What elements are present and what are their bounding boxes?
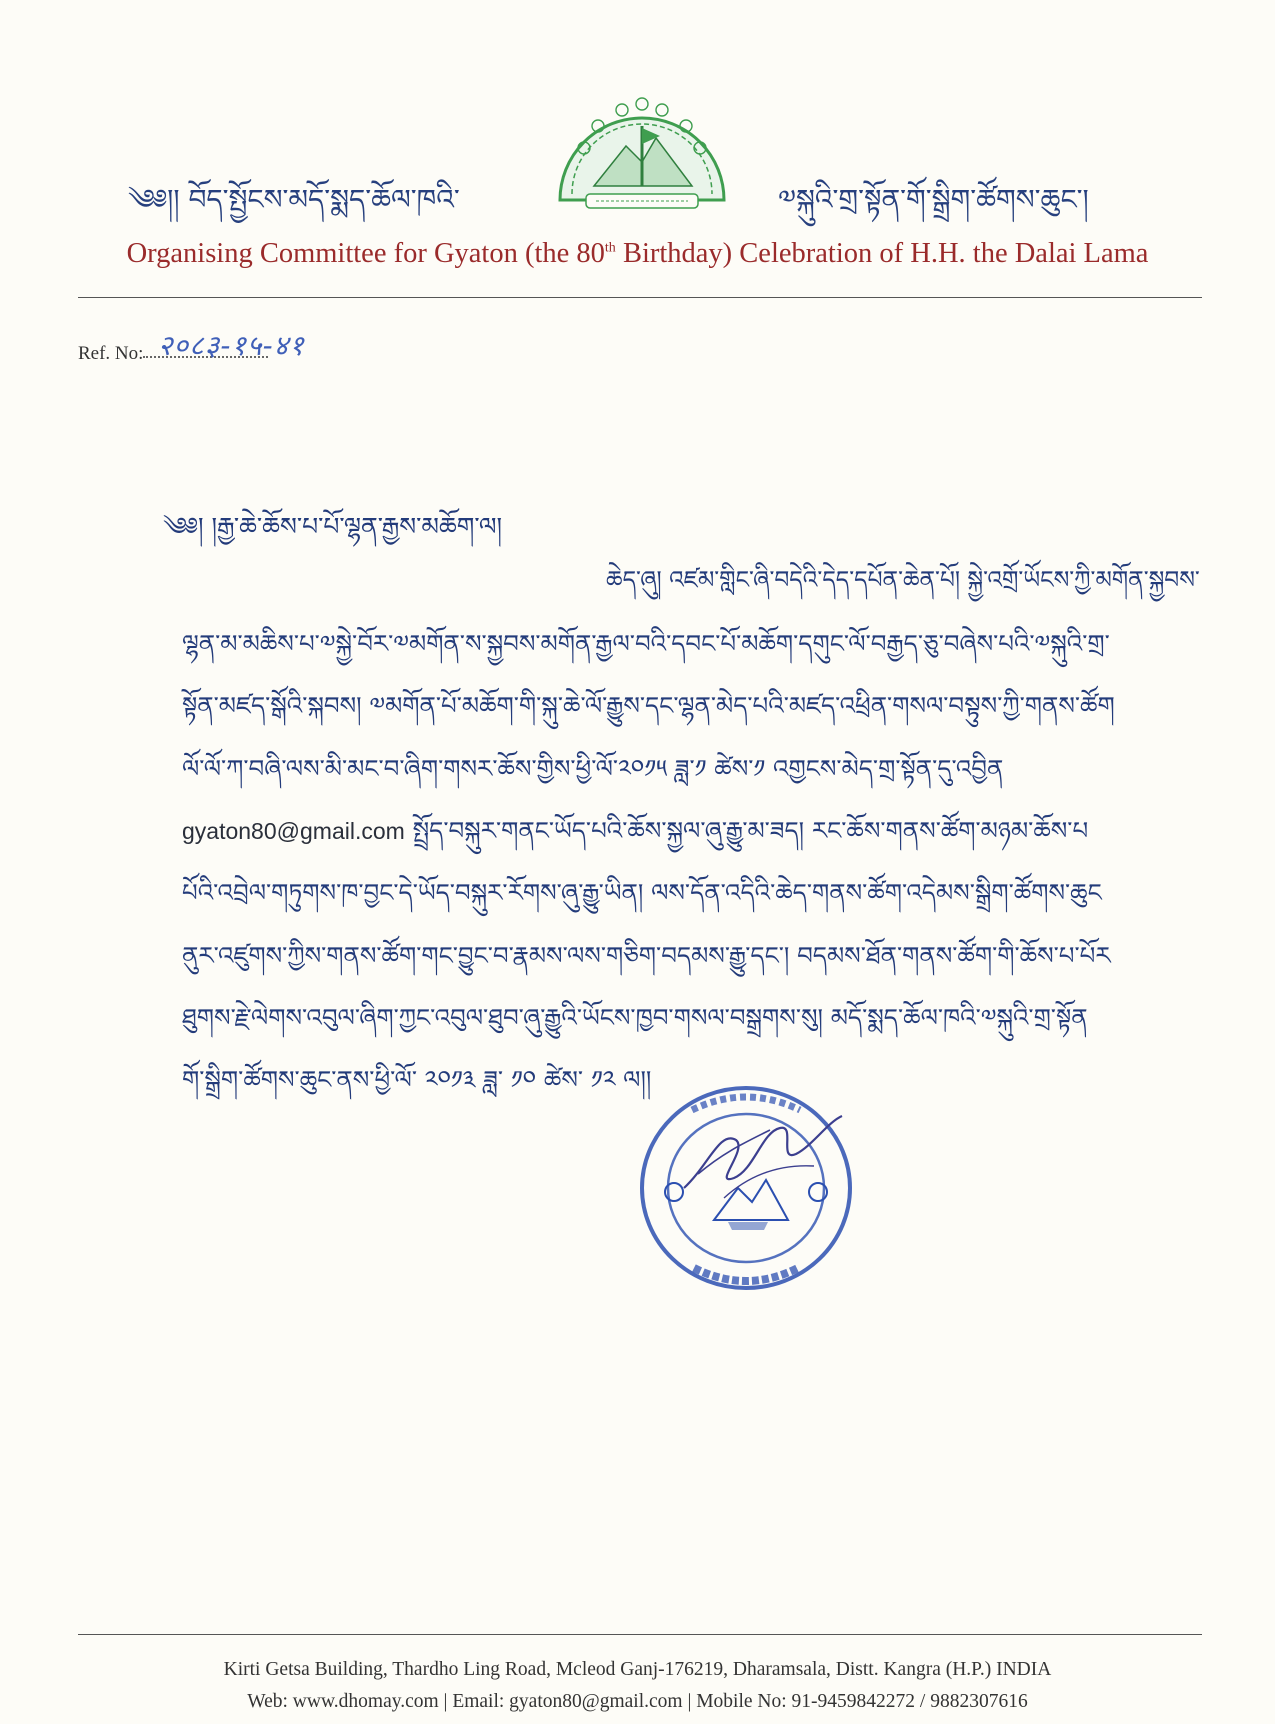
letter-line-8: ཐུགས་རྗེ་ལེགས་འབུལ་ཞིག་ཀྱང་འབུལ་ཐུབ་ཞུ་རྒྱུའི་ཡོངས་ཁྱབ་གསལ་བསྒྲགས་སུ། མདོ་སྨད་ཆོལ་ཁའི་༧སྐུའི་གྲ་སྟོན <box>182 1003 1088 1032</box>
committee-title-pre: Organising Committee for Gyaton (the 80 <box>126 238 605 269</box>
letterhead-tibetan-left: ༄༅།། བོད་སྤྱོངས་མདོ་སྨད་ཆོལ་ཁའི་ <box>128 183 460 216</box>
reference-number-handwritten: २०८३-१५-४१ <box>158 329 305 362</box>
letterhead-tibetan-right: ༧སྐུའི་གྲ་སྟོན་གོ་སྒྲིག་ཚོགས་ཆུང་། <box>778 183 1089 216</box>
letter-line-1: ཆེད་ཞུ། འཛམ་གླིང་ཞི་བདེའི་དེད་དཔོན་ཆེན་པོ། སྐྱེ་འགྲོ་ཡོངས་ཀྱི་མགོན་སྐྱབས་ <box>606 565 1200 594</box>
letter-line-5 <box>182 816 1089 845</box>
letter-line-4: ལོ་ལོ་ཀ་བཞི་ལས་མི་མང་བ་ཞིག་གསར་ཆོས་གྱིས་ཕྱི་ལོ་༢༠༡༥ ཟླ་༡ ཚེས་༡ འགྱངས་མེད་གྲ་སྟོན་དུ་འབྱིན <box>182 754 1004 783</box>
letter-line-6: པོའི་འབྲེལ་གཏུགས་ཁ་བྱང་དེ་ཡོད་བསྐུར་རོགས་ཞུ་རྒྱུ་ཡིན། ལས་དོན་འདིའི་ཆེད་གནས་ཚོག་འདེམས་སྒྲིག་ཚོགས་ཆུང <box>182 878 1102 907</box>
footer-address: Kirti Getsa Building, Thardho Ling Road, Mcleod Ganj-176219, Dharamsala, Distt. Kangra (H.P.) INDIA <box>223 1659 1052 1680</box>
footer-divider <box>78 1634 1202 1635</box>
reference-label: Ref. No: <box>78 343 144 364</box>
letter-line-2: ལྷན་མ་མཆིས་པ་༧སྐྱེ་བོར་༧མགོན་ས་སྐྱབས་མགོན་རྒྱལ་བའི་དབང་པོ་མཆོག་དགུང་ལོ་བརྒྱད་ཅུ་བཞེས་པའི་༧སྐུའི་གྲ་ <box>182 629 1110 658</box>
letter-email-inline: gyaton80@gmail.com <box>182 818 405 844</box>
letter-line-7: ནུར་འཛུགས་ཀྱིས་གནས་ཚོག་གང་བྱུང་བ་རྣམས་ལས་གཅིག་བདམས་རྒྱུ་དང་། བདམས་ཐོན་གནས་ཚོག་གི་ཆོས་པ་པོར <box>182 941 1111 970</box>
official-seal-stamp <box>628 1070 864 1306</box>
committee-emblem-logo <box>546 82 738 222</box>
letter-line-3: སྟོན་མཛད་སྒོའི་སྐབས། ༧མགོན་པོ་མཆོག་གི་སྐུ་ཆེ་ལོ་རྒྱུས་དང་ལྷན་མེད་པའི་མཛད་འཕྲིན་གསལ་བསྟུས་ཀྱི་གནས་ཚོག <box>182 691 1115 720</box>
committee-title <box>0 238 1275 270</box>
footer-contact: Web: www.dhomay.com | Email: gyaton80@gmail.com | Mobile No: 91-9459842272 / 9882307616 <box>247 1691 1028 1712</box>
header-divider <box>78 297 1202 298</box>
committee-title-post: Birthday) Celebration of H.H. the Dalai Lama <box>615 238 1149 269</box>
letter-line-9: གོ་སྒྲིག་ཚོགས་ཆུང་ནས་ཕྱི་ལོ་ ༢༠༡༣ ཟླ་ ༡༠ ཚེས་ ༡༢ ལ།། <box>182 1065 652 1094</box>
letter-line-5-text: སྤྲོད་བསྐུར་གནང་ཡོད་པའི་ཆོས་སྐྱལ་ཞུ་རྒྱུ་མ་ཟད། རང་ཆོས་གནས་ཚོག་མཉམ་ཆོས་པ <box>412 816 1089 845</box>
letter-salutation: ༄༅། །རྒྱ་ཆེ་ཆོས་པ་པོ་ལྷན་རྒྱས་མཆོག་ལ། <box>163 512 503 541</box>
committee-title-superscript: th <box>604 240 616 256</box>
